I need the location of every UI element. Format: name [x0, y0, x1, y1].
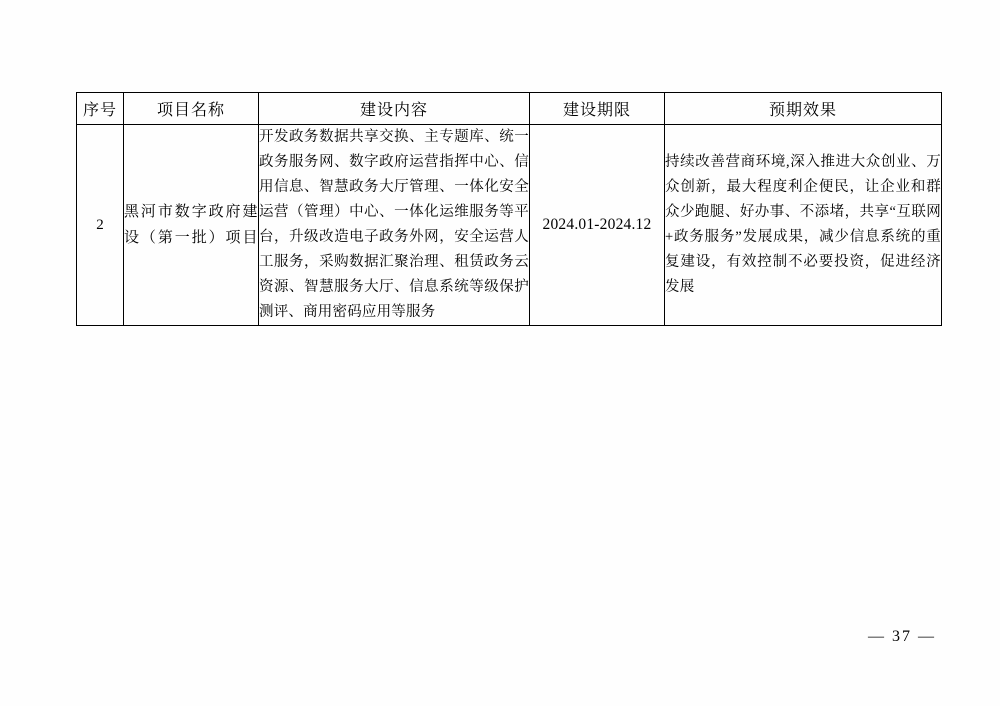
table-body [77, 125, 942, 326]
column-header-term: 建设期限 [530, 93, 665, 125]
column-header-effect: 预期效果 [665, 93, 942, 125]
cell-project-name: 黑河市数字政府建设（第一批）项目 [124, 125, 259, 326]
cell-content: 开发政务数据共享交换、主专题库、统一政务服务网、数字政府运营指挥中心、信用信息、智慧政务大厅管理、一体化安全运营（管理）中心、一体化运维服务等平台，升级改造电子政务外网，安全运营人工服务，采购数据汇聚治理、租赁政务云资源、智慧服务大厅、信息系统等级保护测评、商用密码应用等服务 [259, 125, 530, 326]
cell-effect: 持续改善营商环境,深入推进大众创业、万众创新，最大程度利企便民，让企业和群众少跑腿、好办事、不添堵，共享“互联网+政务服务”发展成果，减少信息系统的重复建设，有效控制不必要投资，促进经济发展 [665, 125, 942, 326]
table-header-row [77, 93, 942, 125]
column-header-project-name: 项目名称 [124, 93, 259, 125]
page-number: — 37 — [868, 628, 936, 645]
column-header-no: 序号 [77, 93, 124, 125]
cell-term: 2024.01-2024.12 [530, 125, 665, 326]
column-header-content: 建设内容 [259, 93, 530, 125]
table-header [77, 93, 942, 125]
cell-no: 2 [77, 125, 124, 326]
project-table [76, 92, 942, 326]
table-row [77, 125, 942, 326]
